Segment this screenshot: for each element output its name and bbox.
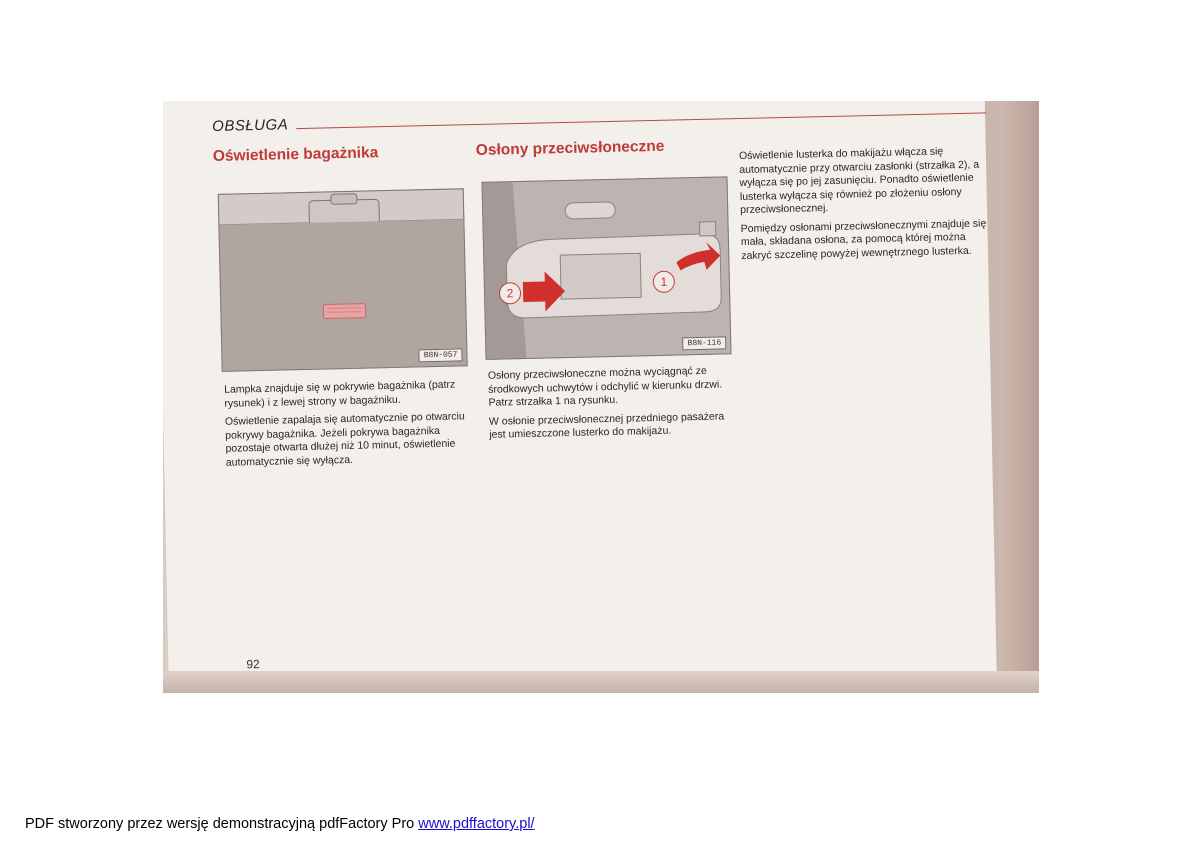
trunk-light-illustration (219, 189, 467, 370)
trunk-light-figure (218, 188, 468, 372)
right-text (739, 144, 990, 268)
sun-visor-illustration (483, 177, 731, 358)
right-paragraph-2: Pomiędzy osłonami przeciwsłonecznymi znajduje się mała, składana osłona, za pomocą której można zakryć szczelinę powyżej wewnętrznego lusterka. (740, 216, 987, 262)
left-paragraph-2: Oświetlenie zapalaja się automatycznie po otwarciu pokrywy bagażnika. Jeżeli pokrywa bagażnika pozostaje otwarta dłużej niż 10 minut, oświetlenie automatycznie się wyłącza. (224, 410, 465, 469)
left-figure-code: B8N-057 (419, 348, 463, 362)
left-text (224, 378, 474, 475)
page-content (212, 100, 1015, 678)
callout-2: 2 (499, 282, 521, 304)
pdf-footer (25, 816, 535, 832)
sun-visor-figure (482, 176, 732, 360)
footer-text: PDF stworzony przez wersję demonstracyjną pdfFactory Pro (25, 816, 419, 832)
middle-figure-code: B8N-116 (682, 336, 726, 350)
callout-1: 1 (653, 271, 675, 293)
section-rule (296, 112, 986, 129)
footer-link[interactable]: www.pdffactory.pl/ (418, 816, 535, 832)
section-header: OBSŁUGA (212, 116, 289, 135)
left-paragraph-1: Lampka znajduje się w pokrywie bagażnika (patrz rysunek) i z lewej strony w bagażniku. (224, 378, 456, 410)
middle-paragraph-2: W osłonie przeciwsłonecznej przedniego pasażera jest umieszczone lusterko do makijażu. (488, 409, 725, 441)
page-number: 92 (246, 657, 260, 672)
right-paragraph-1: Oświetlenie lusterka do makijażu włącza się automatycznie przy otwarciu zasłonki (strzałka 2), a wyłącza się po jej zasunięciu. Ponadto oświetlenie lusterka wyłącza się również po złożeniu osłony przeciwsłonecznej. (738, 145, 980, 217)
left-title: Oświetlenie bagażnika (212, 144, 379, 165)
middle-title: Osłony przeciwsłoneczne (475, 137, 665, 160)
middle-paragraph-1: Osłony przeciwsłoneczne można wyciągnąć ze środkowych uchwytów i odchylić w kierunku drzwi. Patrz strzałka 1 na rysunku. (487, 364, 723, 409)
middle-text (488, 364, 738, 447)
